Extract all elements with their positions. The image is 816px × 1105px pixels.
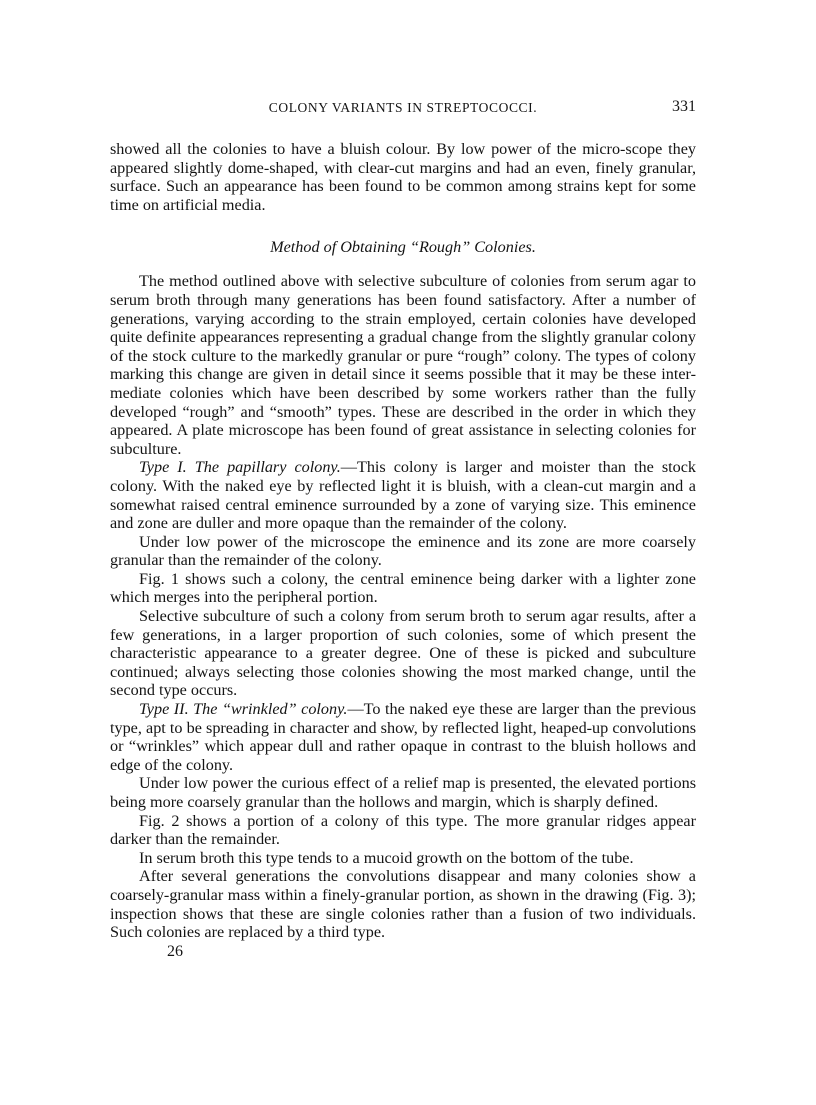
paragraph-fig-two: Fig. 2 shows a portion of a colony of this type. The more granular ridges appear darker than the remainder. xyxy=(110,811,696,849)
paragraph-low-power: Under low power of the microscope the eminence and its zone are more coarsely granular than the remainder of the colony. xyxy=(110,532,696,570)
type-two-text: —To the naked eye these are larger than the previous type, apt to be spreading in character and show, by reflected light, heaped-up convolutions or “wrinkles” which appear dull and rather opaque in contrast to the bluish hollows and edge of the colony. xyxy=(110,700,697,774)
paragraph-type-two xyxy=(110,700,696,774)
running-header xyxy=(110,98,696,122)
type-one-text: —This colony is larger and moister than the stock colony. With the naked eye by reflected light it is bluish, with a clean-cut margin and a somewhat raised central eminence surrounded by a zone of varying size. This eminence and zone are duller and more opaque than the remainder of the colony. xyxy=(110,458,696,533)
page-number: 331 xyxy=(672,98,696,115)
paragraph-selective-subculture: Selective subculture of such a colony from serum broth to serum agar results, after a few generations, in a larger proportion of such colonies, some of which present the characteristic appearance to a greater degree. One of these is picked and subculture continued; always selecting those colonies showing the most marked change, until the second type occurs. xyxy=(110,607,696,700)
signature-mark: 26 xyxy=(167,942,183,960)
section-heading: Method of Obtaining “Rough” Colonies. xyxy=(270,238,536,257)
paragraph-method: The method outlined above with selective subculture of colonies from serum agar to serum broth through many generations has been found satisfactory. After a number of generations, varying according to the strain employed, certain colonies have developed quite definite appearances representing a gradual change from the slightly granular colony of the stock culture to the markedly granular or pure “rough” colony. The types of colony marking this change are given in detail since it seems possible that it may be these inter-mediate colonies which have been described by some workers rather than the fully developed “rough” and “smooth” types. These are described in the order in which they appeared. A plate microscope has been found of great assistance in selecting colonies for subculture. xyxy=(110,272,696,458)
type-two-label: Type II. The “wrinkled” colony. xyxy=(139,700,348,719)
paragraph-serum-broth: In serum broth this type tends to a mucoid growth on the bottom of the tube. xyxy=(139,848,634,867)
paragraph-continued: showed all the colonies to have a bluish colour. By low power of the micro-scope they appeared slightly dome-shaped, with clear-cut margins and had an even, finely granular, surface. Such an appearance has been found to be common among strains kept for some time on artificial media. xyxy=(110,140,696,214)
paragraph-relief-map: Under low power the curious effect of a relief map is presented, the elevated portions being more coarsely granular than the hollows and margin, which is sharply defined. xyxy=(110,774,696,811)
type-one-label: Type I. The papillary colony. xyxy=(139,458,341,477)
running-title: COLONY VARIANTS IN STREPTOCOCCI. xyxy=(268,100,538,115)
paragraph-type-one xyxy=(110,458,696,532)
paragraph-convolutions: After several generations the convolutions disappear and many colonies show a coarsely-granular mass within a finely-granular portion, as shown in the drawing (Fig. 3); inspection shows that these are single colonies rather than a fusion of two individuals. Such colonies are replaced by a third type. xyxy=(110,867,696,942)
page xyxy=(110,98,696,961)
paragraph-fig-one: Fig. 1 shows such a colony, the central eminence being darker with a lighter zone which merges into the peripheral portion. xyxy=(110,569,696,607)
